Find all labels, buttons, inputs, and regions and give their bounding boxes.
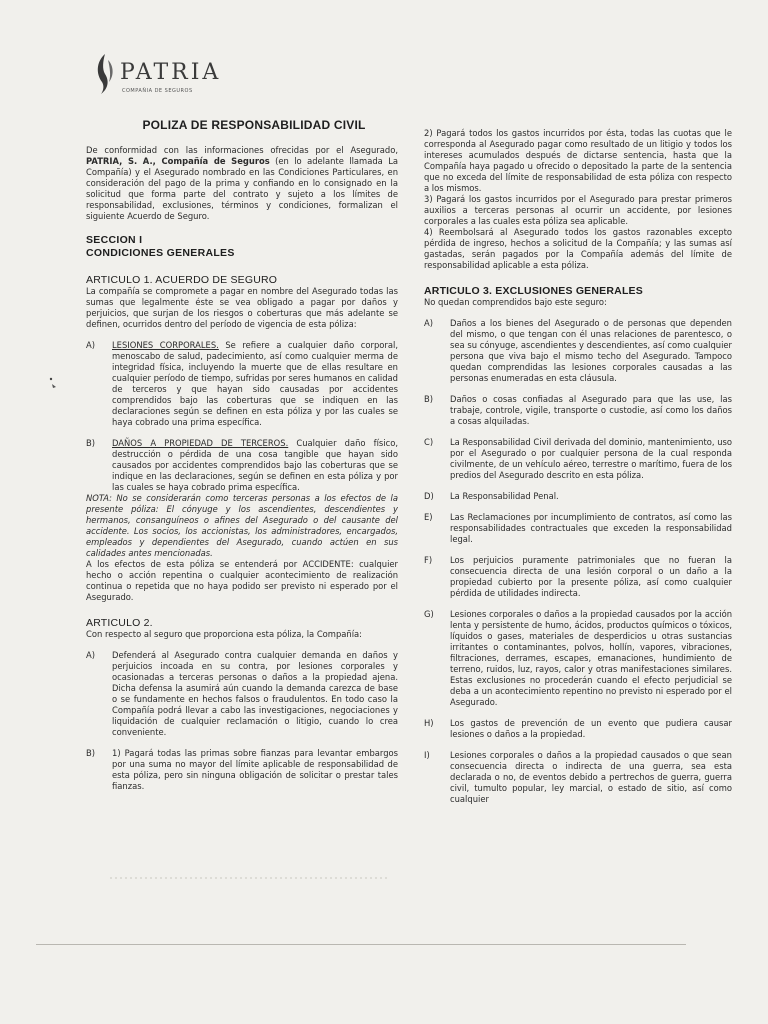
item-marker: H) (424, 718, 434, 728)
item-text: La Responsabilidad Civil derivada del dominio, mantenimiento, uso por el Asegurado o por cualquier persona de la cual responda civilmente, de un vehículo aéreo, terrestre o marítimo, fuera de los predios del Asegurado descrito en esta póliza. (450, 437, 732, 480)
article-3-item-i (424, 750, 732, 805)
patria-flame-icon (92, 52, 118, 96)
item-text: Lesiones corporales o daños a la propiedad causados o que sean consecuencia directa o indirecta de una guerra, sea esta declarada o no, de eventos debido a pertrechos de guerra, guerra civil, tumulto popular, ley marcial, o estado de sitio, así como cualquier (450, 750, 732, 804)
item-marker: I) (424, 750, 430, 760)
article-3-lead: No quedan comprendidos bajo este seguro: (424, 297, 607, 307)
article-1-item-b (86, 438, 398, 493)
logo-subtitle: COMPAÑIA DE SEGUROS (122, 88, 193, 94)
article-3-item-h (424, 718, 732, 740)
article-2-lead: Con respecto al seguro que proporciona esta póliza, la Compañía: (86, 629, 362, 639)
article-2-b2: 2) Pagará todos los gastos incurridos por ésta, todas las cuotas que le corresponda al Asegurado pagar como resultado de un litigio y todos los intereses acumulados después de dictarse sentencia, hasta que la Compañía haya pagado u ofrecido o depositado la parte de la sentencia que no exceda del límite de responsabilidad de esta póliza con respecto a los mismos. (424, 128, 732, 193)
article-1-note: NOTA: No se considerarán como terceras personas a los efectos de la presente póliza: El cónyuge y los ascendientes, descendientes y hermanos, consanguíneos o afines del Asegurado o del causante del accidente. Los socios, los accionistas, los administradores, encargados, empleados y dependientes del Asegurado, cuando actúen en sus calidades antes mencionadas. (86, 493, 398, 558)
company-logo (92, 52, 252, 98)
article-2-b4: 4) Reembolsará al Asegurado todos los gastos razonables excepto pérdida de ingreso, hechos a solicitud de la Compañía; y las sumas así gastadas, serán pagados por la Compañía además del límite de responsabilidad aplicable a esta póliza. (424, 227, 732, 270)
article-2-b3: 3) Pagará los gastos incurridos por el Asegurado para prestar primeros auxilios a terceras personas al ocurrir un accidente, por lesiones corporales a las cuales esta póliza sea aplicable. (424, 194, 732, 226)
item-marker: B) (424, 394, 434, 404)
article-2-item-a (86, 650, 398, 738)
left-column (86, 120, 398, 792)
article-3-item-a (424, 318, 732, 384)
article-3-item-g (424, 609, 732, 708)
item-text: 1) Pagará todas las primas sobre fianzas para levantar embargos por una suma no mayor del límite aplicable de responsabilidad de esta póliza, pero sin ninguna obligación de solicitar o prestar tales fianzas. (112, 748, 398, 791)
item-marker: A) (86, 340, 95, 350)
document-title: POLIZA DE RESPONSABILIDAD CIVIL (142, 118, 366, 132)
section-number: SECCION I (86, 234, 143, 246)
item-marker: E) (424, 512, 433, 522)
article-1-accident-definition: A los efectos de esta póliza se entenderá por ACCIDENTE: cualquier hecho o acción repentina o cualquier acontecimiento de realización continua o repetida que no haya podido ser previsto ni esperado por el Asegurado. (86, 559, 398, 602)
item-marker: F) (424, 555, 433, 565)
article-3-item-f (424, 555, 732, 599)
article-3-item-c (424, 437, 732, 481)
intro-post: (en lo adelante llamada La Compañía) y el Asegurado nombrado en las Condiciones Particulares, en consideración del pago de la prima y confiando en lo consignado en la solicitud que forma parte del contrato y sujeto a los límites de responsabilidad, exclusiones, términos y condiciones, formalizan el siguiente Acuerdo de Seguro. (86, 156, 398, 221)
intro-paragraph (86, 145, 398, 222)
article-3-title: ARTICULO 3. EXCLUSIONES GENERALES (424, 285, 643, 297)
item-marker: D) (424, 491, 434, 501)
article-3-item-e (424, 512, 732, 545)
item-text: Los perjuicios puramente patrimoniales que no fueran la consecuencia directa de una lesión corporal o un daño a la propiedad cubierto por la presente póliza, así como cualquier pérdida de utilidades indirecta. (450, 555, 732, 598)
article-2-item-b (86, 748, 398, 792)
article-1-lead: La compañía se compromete a pagar en nombre del Asegurado todas las sumas que legalmente éste se vea obligado a pagar por daños y perjuicios, que surjan de los riesgos o coberturas que más adelante se definen, ocurridos dentro del período de vigencia de esta póliza: (86, 286, 398, 329)
item-heading: LESIONES CORPORALES. (112, 340, 219, 350)
article-1-title: ARTICULO 1. ACUERDO DE SEGURO (86, 274, 278, 286)
item-marker: A) (424, 318, 433, 328)
item-text: Las Reclamaciones por incumplimiento de contratos, así como las responsabilidades contractuales que exceden la responsabilidad legal. (450, 512, 732, 544)
item-marker: G) (424, 609, 434, 619)
item-text: La Responsabilidad Penal. (450, 491, 559, 501)
logo-name: PATRIA (120, 60, 222, 85)
intro-company: PATRIA, S. A., Compañía de Seguros (86, 156, 270, 166)
item-marker: A) (86, 650, 95, 660)
page-bottom-rule (36, 944, 686, 945)
scan-speck (48, 376, 58, 390)
section-heading (86, 234, 398, 260)
item-text: Lesiones corporales o daños a la propiedad causados por la acción lenta y persistente de humo, ácidos, productos químicos o tóxicos, líquidos o gases, materiales de desperdicios u otras sustancias irritantes o contaminantes, polvos, hollín, vapores, vibraciones, filtraciones, derrames, escapes, emanaciones, hundimiento de terreno, ruidos, luz, rayos, calor y otras manifestaciones similares. Estas exclusiones no procederán cuando el efecto perjudicial se deba a un acontecimiento repentino no previsto ni esperado por el Asegurado. (450, 609, 732, 707)
intro-pre: De conformidad con las informaciones ofrecidas por el Asegurado, (86, 145, 398, 155)
item-text (112, 438, 398, 493)
article-3-item-b (424, 394, 732, 427)
item-marker: C) (424, 437, 434, 447)
section-name: CONDICIONES GENERALES (86, 247, 235, 259)
item-text: Daños o cosas confiadas al Asegurado para que las use, las trabaje, controle, vigile, transporte o custodie, así como los daños a cosas alquiladas. (450, 394, 732, 426)
article-2-title: ARTICULO 2. (86, 617, 153, 629)
item-text (112, 340, 398, 428)
item-body: Se refiere a cualquier daño corporal, menoscabo de salud, padecimiento, así como cualquier merma de integridad física, incluyendo la muerte que de ellas resultare en cualquier período de tiempo, sufridas por seres humanos en calidad de terceros y que hayan sido causadas por accidentes comprendidos bajo las coberturas que se indiquen en las declaraciones según se definen en esta póliza y por las cuales se haya cobrado una prima específica. (112, 340, 398, 427)
item-text: Defenderá al Asegurado contra cualquier demanda en daños y perjuicios incoada en su contra, por lesiones corporales y ocasionadas a terceras personas o daños a la propiedad ajena. Dicha defensa la asumirá aún cuando la demanda carezca de base o se fundamente en hechos falsos o fraudulentos. En todo caso la Compañía podrá llevar a cabo las investigaciones, negociaciones y liquidación de cualquier reclamación o litigio, cuando lo crea conveniente. (112, 650, 398, 737)
item-heading: DAÑOS A PROPIEDAD DE TERCEROS. (112, 438, 289, 448)
item-text: Daños a los bienes del Asegurado o de personas que dependen del mismo, o que tengan con él unas relaciones de parentesco, o sea su cónyuge, ascendientes y descendientes, así como cualquier persona que viva bajo el mismo techo del Asegurado. Tampoco quedan comprendidas las lesiones corporales causadas a las personas enumeradas en esta cláusula. (450, 318, 732, 383)
scan-faded-line (110, 876, 390, 880)
article-1-item-a (86, 340, 398, 428)
article-3-item-d (424, 491, 732, 502)
item-marker: B) (86, 438, 96, 448)
item-body: Cualquier daño físico, destrucción o pérdida de una cosa tangible que hayan sido causados por accidentes comprendidos bajo las coberturas que se indique en las declaraciones, según se definen en esta póliza y por las cuales se haya cobrado prima específica. (112, 438, 398, 492)
right-column (424, 128, 732, 805)
item-text: Los gastos de prevención de un evento que pudiera causar lesiones o daños a la propiedad. (450, 718, 732, 739)
item-marker: B) (86, 748, 96, 758)
